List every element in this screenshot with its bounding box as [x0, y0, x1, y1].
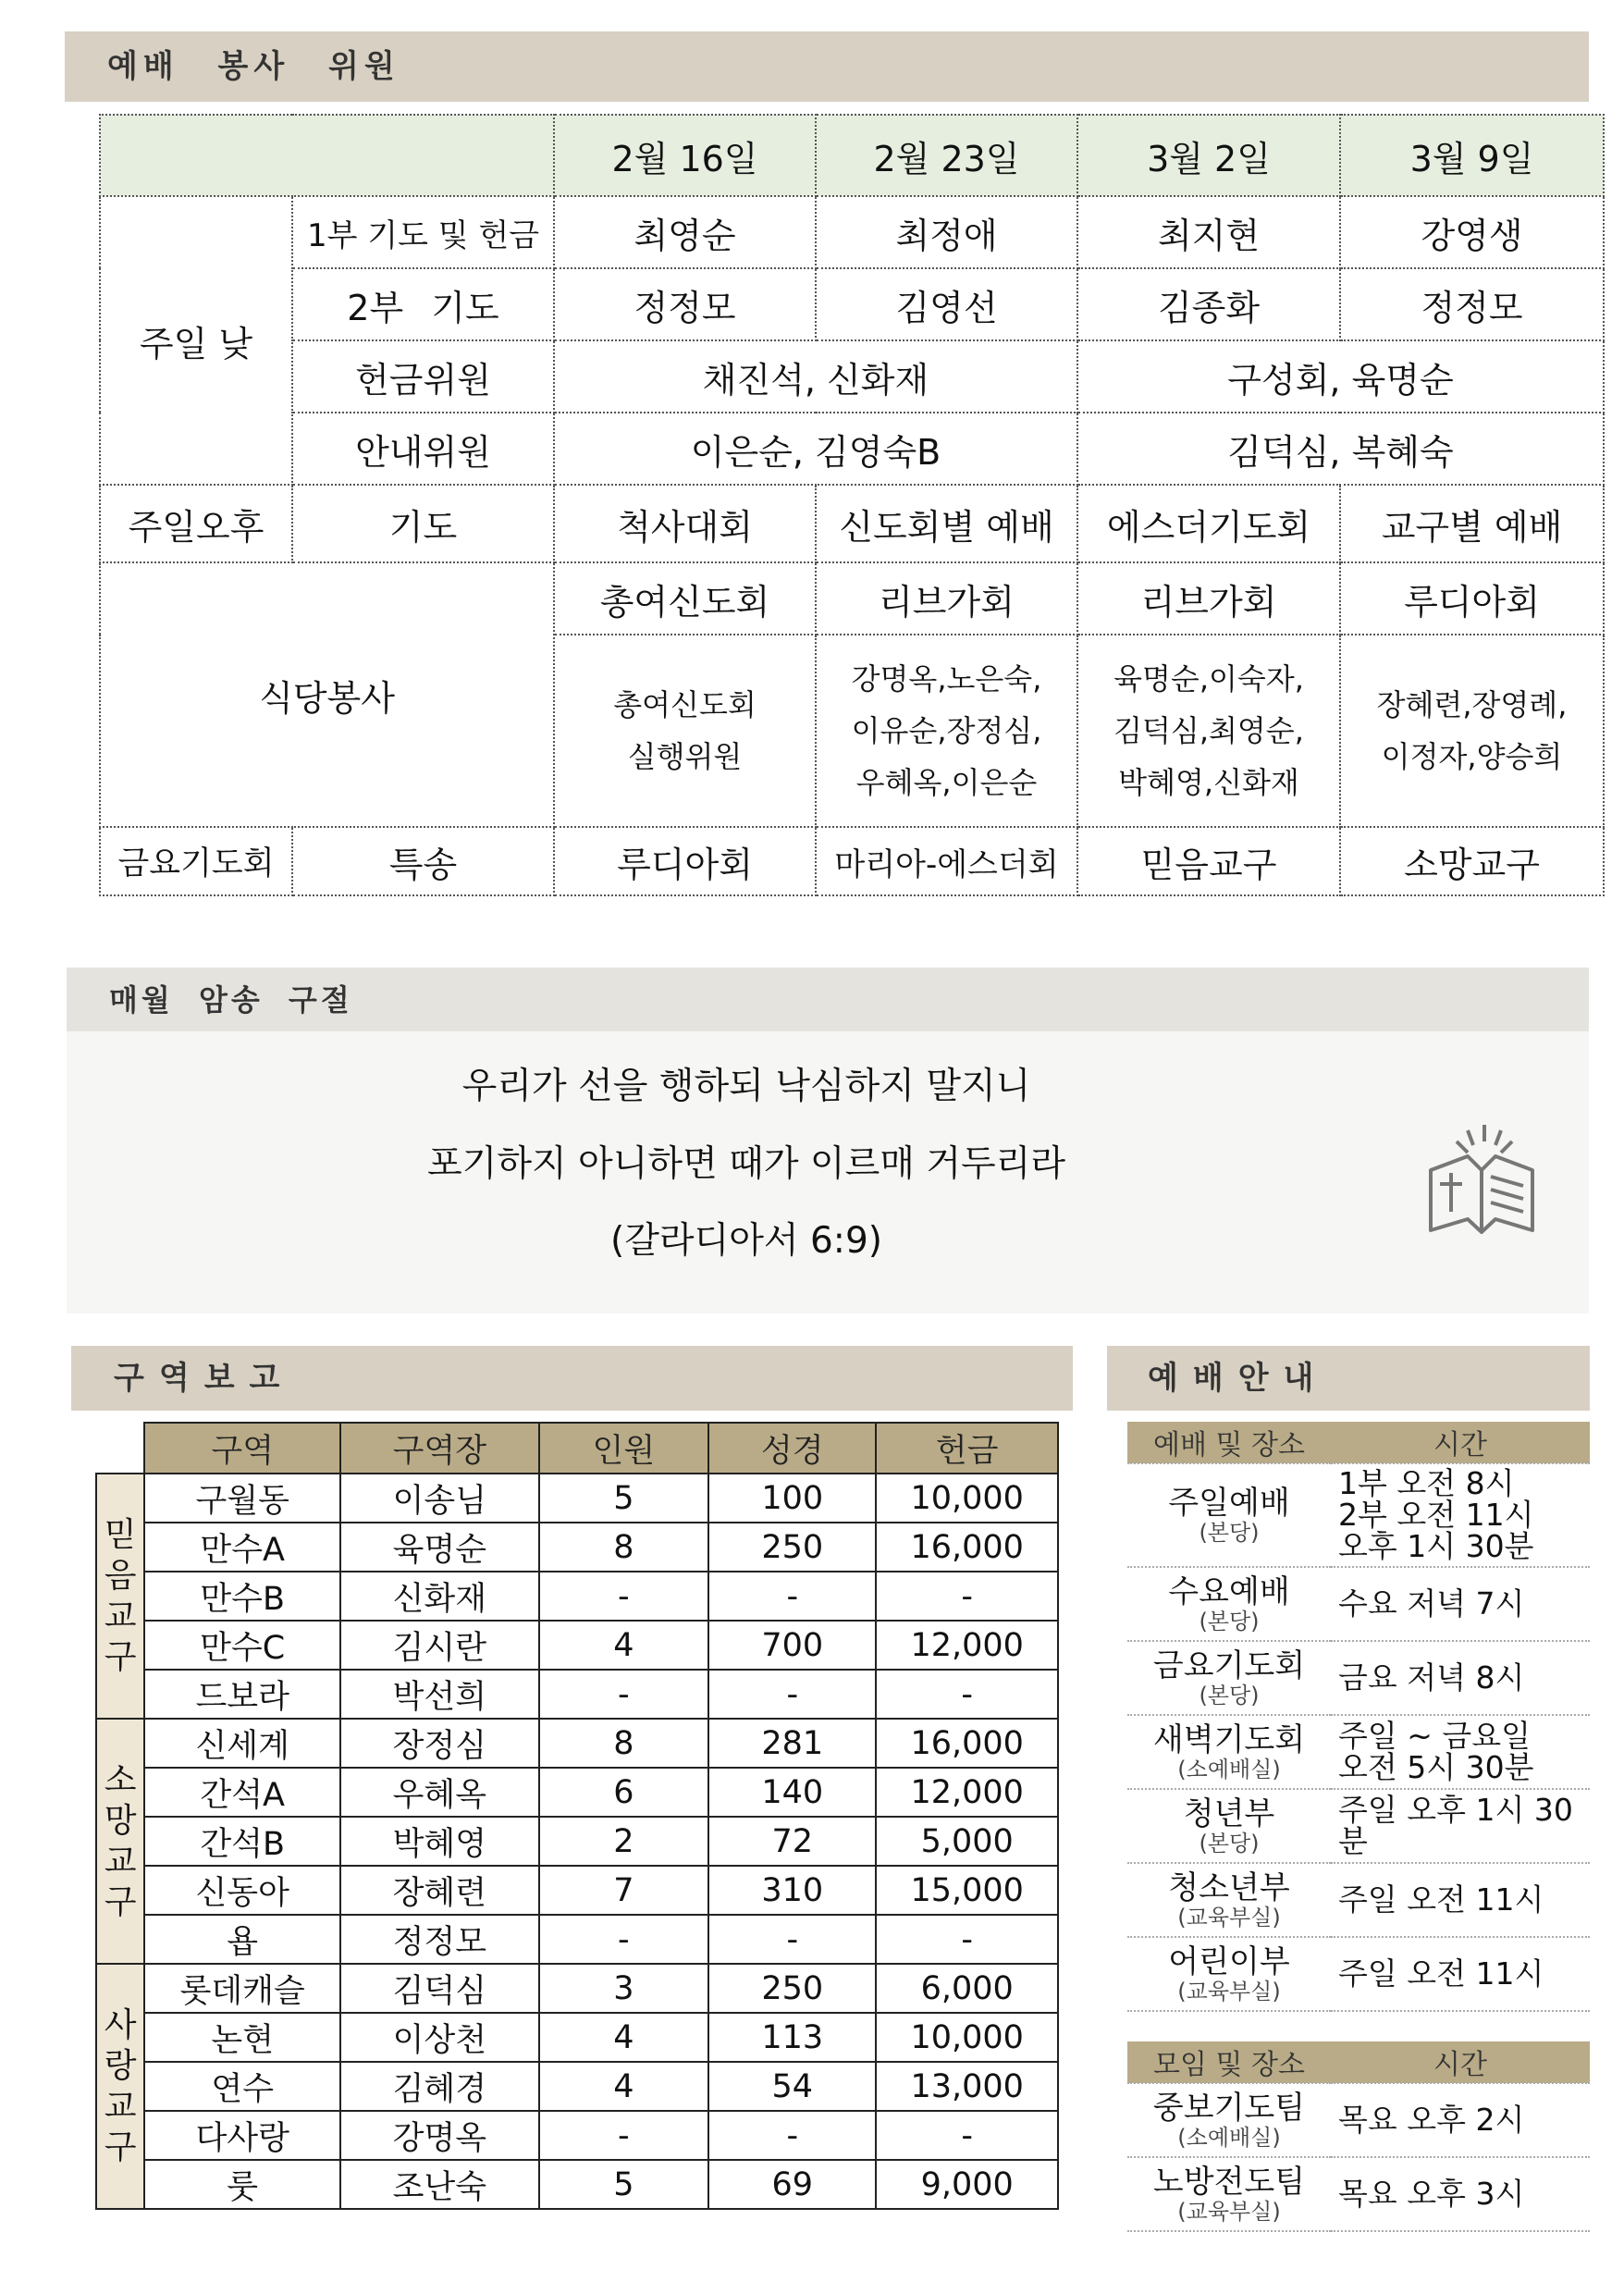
service-place: (교육부실): [1177, 2199, 1281, 2225]
service-section-header: [1107, 1346, 1590, 1411]
district-header: 성경: [708, 1423, 876, 1474]
district-group-label: [96, 1964, 144, 2209]
district-cell: 만수C: [144, 1621, 340, 1670]
member-line: 박혜영,신화재: [1118, 765, 1299, 800]
district-row: [96, 1670, 1058, 1719]
district-cell: 구월동: [144, 1474, 340, 1523]
district-cell: 4: [539, 1621, 708, 1670]
service-row: [1127, 1567, 1590, 1641]
prayer1-cell: 최정애: [816, 196, 1077, 268]
prayer2-row: [100, 268, 1604, 340]
friday-cell: 소망교구: [1340, 827, 1604, 895]
service-place-cell: [1127, 1567, 1331, 1641]
service-place-cell: [1127, 2083, 1331, 2157]
district-cell: 논현: [144, 2013, 340, 2062]
cafeteria-label: 식당봉사: [100, 562, 554, 827]
date-cell: 3월 2일: [1077, 115, 1340, 196]
district-cell: 만수B: [144, 1572, 340, 1621]
service-name: 새벽기도회: [1152, 1721, 1306, 1758]
district-cell: 4: [539, 2062, 708, 2111]
district-group-label: [96, 1719, 144, 1964]
district-row: [96, 1768, 1058, 1817]
prayer2-label: 2부 기도: [292, 268, 554, 340]
header-spacer: [96, 1423, 144, 1474]
service-table: [1127, 1422, 1590, 2012]
member-line: 실행위원: [627, 739, 743, 774]
service-time-cell: [1331, 1463, 1590, 1567]
verse-line-1: 우리가 선을 행하되 낙심하지 말지니: [461, 1066, 1031, 1107]
service-time-line: 주일 오후 1시 30분: [1338, 1792, 1573, 1859]
offering-label: 헌금위원: [292, 340, 554, 413]
district-group-name: 믿음교구: [104, 1515, 137, 1676]
district-cell: 김덕심: [340, 1964, 539, 2013]
service-info: [1127, 1422, 1590, 2232]
cafeteria-members-cell: [554, 635, 816, 827]
member-line: 이유순,장정심,: [851, 713, 1042, 748]
district-cell: 250: [708, 1964, 876, 2013]
worship-section-header: [65, 31, 1589, 102]
verse-box: [67, 1031, 1589, 1314]
district-row: [96, 2160, 1058, 2209]
friday-cell: 마리아-에스더회: [816, 827, 1077, 895]
district-cell: 우혜옥: [340, 1768, 539, 1817]
service-time-cell: [1331, 1641, 1590, 1715]
service-name: 수요예배: [1168, 1573, 1290, 1610]
service-time-line: 2부 오전 11시: [1338, 1497, 1534, 1533]
service-name: 주일예배: [1168, 1485, 1290, 1522]
service-row: [1127, 1463, 1590, 1567]
district-cell: 113: [708, 2013, 876, 2062]
district-cell: 69: [708, 2160, 876, 2209]
district-section-header: [71, 1346, 1073, 1411]
district-row: [96, 1915, 1058, 1964]
district-row: [96, 1572, 1058, 1621]
district-group-label: [96, 1474, 144, 1719]
service-place-cell: [1127, 2157, 1331, 2231]
district-group-name: 사랑교구: [104, 2005, 137, 2166]
afternoon-cell: 신도회별 예배: [816, 485, 1077, 562]
district-cell: 12,000: [876, 1621, 1058, 1670]
afternoon-cell: 교구별 예배: [1340, 485, 1604, 562]
service-time-line: 주일 ~ 금요일: [1338, 1718, 1532, 1754]
meeting-table: [1127, 2041, 1590, 2232]
afternoon-cell: 척사대회: [554, 485, 816, 562]
service-time-line: 주일 오전 11시: [1338, 1955, 1544, 1992]
district-cell: -: [876, 2111, 1058, 2160]
district-header: 헌금: [876, 1423, 1058, 1474]
service-name: 금요기도회: [1152, 1647, 1306, 1684]
district-cell: 72: [708, 1817, 876, 1866]
district-cell: 5: [539, 1474, 708, 1523]
service-place-cell: [1127, 1863, 1331, 1937]
member-line: 총여신도회: [613, 687, 757, 722]
offering-cell: 구성회, 육명순: [1077, 340, 1604, 413]
verse-section-header: [67, 968, 1589, 1032]
district-row: [96, 2013, 1058, 2062]
cafeteria-group-cell: 리브가회: [1077, 562, 1340, 635]
district-row: [96, 2111, 1058, 2160]
service-header-row: [1127, 1422, 1590, 1463]
meeting-body: [1127, 2083, 1590, 2231]
district-cell: 이상천: [340, 2013, 539, 2062]
district-cell: 54: [708, 2062, 876, 2111]
meeting-header-place: 모임 및 장소: [1127, 2041, 1331, 2083]
cafeteria-members-cell: [1340, 635, 1604, 827]
usher-cell: 이은순, 김영숙B: [554, 413, 1077, 485]
service-name: 노방전도팀: [1152, 2164, 1306, 2201]
district-cell: 신동아: [144, 1866, 340, 1915]
member-line: 이정자,양승희: [1381, 739, 1563, 774]
service-place: (교육부실): [1177, 1905, 1281, 1930]
prayer1-label: 1부 기도 및 헌금: [292, 196, 554, 268]
corner-cell: [100, 115, 554, 196]
district-cell: 8: [539, 1719, 708, 1768]
district-row: [96, 1719, 1058, 1768]
service-place-cell: [1127, 1641, 1331, 1715]
district-cell: 9,000: [876, 2160, 1058, 2209]
service-time-line: 오전 5시 30분: [1338, 1749, 1534, 1785]
district-cell: 16,000: [876, 1523, 1058, 1572]
district-cell: 700: [708, 1621, 876, 1670]
district-cell: 2: [539, 1817, 708, 1866]
service-time-cell: [1331, 1567, 1590, 1641]
district-cell: 정정모: [340, 1915, 539, 1964]
cafeteria-members-cell: [1077, 635, 1340, 827]
service-row: [1127, 1937, 1590, 2011]
service-time-line: 수요 저녁 7시: [1338, 1585, 1525, 1622]
worship-section-title: 예배 봉사 위원: [107, 48, 400, 85]
usher-label: 안내위원: [292, 413, 554, 485]
service-row: [1127, 1641, 1590, 1715]
service-header-time: 시간: [1331, 1422, 1590, 1463]
meeting-row: [1127, 2157, 1590, 2231]
district-cell: 310: [708, 1866, 876, 1915]
service-time-line: 오후 1시 30분: [1338, 1528, 1534, 1564]
cafeteria-group-cell: 총여신도회: [554, 562, 816, 635]
district-group-name: 소망교구: [104, 1760, 137, 1921]
usher-row: [100, 413, 1604, 485]
district-cell: 욥: [144, 1915, 340, 1964]
service-row: [1127, 1863, 1590, 1937]
afternoon-label: 주일오후: [100, 485, 292, 562]
service-place: (교육부실): [1177, 1979, 1281, 2004]
service-time-cell: [1331, 1863, 1590, 1937]
district-row: [96, 1621, 1058, 1670]
offering-row: [100, 340, 1604, 413]
district-cell: -: [876, 1915, 1058, 1964]
date-cell: 2월 16일: [554, 115, 816, 196]
service-place-cell: [1127, 1463, 1331, 1567]
service-time-cell: [1331, 1789, 1590, 1863]
district-cell: 박선희: [340, 1670, 539, 1719]
service-body: [1127, 1463, 1590, 2011]
district-cell: 다사랑: [144, 2111, 340, 2160]
district-cell: 신세계: [144, 1719, 340, 1768]
friday-cell: 믿음교구: [1077, 827, 1340, 895]
prayer2-cell: 정정모: [1340, 268, 1604, 340]
service-time-cell: [1331, 1937, 1590, 2011]
service-section-title: 예배안내: [1148, 1360, 1329, 1397]
district-cell: -: [708, 2111, 876, 2160]
district-cell: -: [539, 1572, 708, 1621]
meeting-header-row: [1127, 2041, 1590, 2083]
verse-section-title: 매월 암송 구절: [109, 982, 353, 1018]
service-time-line: 주일 오전 11시: [1338, 1881, 1544, 1918]
district-cell: 간석A: [144, 1768, 340, 1817]
district-row: [96, 1523, 1058, 1572]
member-line: 우혜옥,이은순: [855, 765, 1038, 800]
verse-line-2: 포기하지 아니하면 때가 이르매 거두리라: [426, 1143, 1066, 1185]
member-line: 장혜련,장영례,: [1376, 687, 1568, 722]
district-cell: 만수A: [144, 1523, 340, 1572]
district-cell: 강명옥: [340, 2111, 539, 2160]
service-name: 어린이부: [1168, 1943, 1290, 1980]
afternoon-cell: 에스더기도회: [1077, 485, 1340, 562]
district-cell: -: [539, 1670, 708, 1719]
service-time-cell: [1331, 1715, 1590, 1789]
district-cell: -: [876, 1572, 1058, 1621]
service-place: (본당): [1199, 1520, 1260, 1546]
service-place-cell: [1127, 1789, 1331, 1863]
district-cell: 김시란: [340, 1621, 539, 1670]
district-cell: 장정심: [340, 1719, 539, 1768]
district-cell: 8: [539, 1523, 708, 1572]
service-place: (본당): [1199, 1609, 1260, 1634]
district-cell: 드보라: [144, 1670, 340, 1719]
friday-label: 금요기도회: [100, 827, 292, 895]
meeting-row: [1127, 2083, 1590, 2157]
district-cell: 281: [708, 1719, 876, 1768]
cafeteria-group-row: [100, 562, 1604, 635]
service-row: [1127, 1789, 1590, 1863]
district-row: [96, 1866, 1058, 1915]
district-cell: 10,000: [876, 2013, 1058, 2062]
district-row: [96, 2062, 1058, 2111]
district-section-title: 구역보고: [114, 1360, 295, 1397]
district-cell: 4: [539, 2013, 708, 2062]
district-cell: 김혜경: [340, 2062, 539, 2111]
district-cell: 5: [539, 2160, 708, 2209]
district-cell: 장혜련: [340, 1866, 539, 1915]
date-cell: 3월 9일: [1340, 115, 1604, 196]
service-name: 중보기도팀: [1152, 2090, 1306, 2127]
bible-icon: [1412, 1119, 1551, 1249]
service-place: (소예배실): [1177, 2125, 1281, 2151]
member-line: 김덕심,최영순,: [1113, 713, 1304, 748]
service-name: 청소년부: [1168, 1869, 1290, 1906]
district-cell: 10,000: [876, 1474, 1058, 1523]
district-cell: -: [539, 2111, 708, 2160]
district-row: [96, 1964, 1058, 2013]
district-cell: 신화재: [340, 1572, 539, 1621]
prayer1-cell: 강영생: [1340, 196, 1604, 268]
district-cell: 조난숙: [340, 2160, 539, 2209]
service-time-line: 목요 오후 3시: [1338, 2176, 1525, 2212]
cafeteria-members-cell: [816, 635, 1077, 827]
district-cell: 12,000: [876, 1768, 1058, 1817]
service-time-cell: [1331, 2157, 1590, 2231]
member-line: 강명옥,노은숙,: [851, 661, 1042, 697]
prayer2-cell: 김종화: [1077, 268, 1340, 340]
service-row: [1127, 1715, 1590, 1789]
prayer1-cell: 최영순: [554, 196, 816, 268]
service-place: (소예배실): [1177, 1757, 1281, 1782]
district-header: 구역장: [340, 1423, 539, 1474]
district-cell: -: [539, 1915, 708, 1964]
worship-schedule-table: [99, 114, 1605, 896]
prayer1-row: [100, 196, 1604, 268]
district-cell: 100: [708, 1474, 876, 1523]
afternoon-prayer-label: 기도: [292, 485, 554, 562]
district-cell: 육명순: [340, 1523, 539, 1572]
service-time-line: 1부 오전 8시: [1338, 1465, 1515, 1501]
district-cell: 3: [539, 1964, 708, 2013]
district-cell: 박혜영: [340, 1817, 539, 1866]
service-time-cell: [1331, 2083, 1590, 2157]
service-name: 청년부: [1183, 1795, 1275, 1832]
special-song-label: 특송: [292, 827, 554, 895]
district-cell: 13,000: [876, 2062, 1058, 2111]
district-cell: 룻: [144, 2160, 340, 2209]
district-header: 인원: [539, 1423, 708, 1474]
district-cell: 140: [708, 1768, 876, 1817]
district-cell: 이송님: [340, 1474, 539, 1523]
service-header-place: 예배 및 장소: [1127, 1422, 1331, 1463]
district-row: [96, 1474, 1058, 1523]
district-cell: 7: [539, 1866, 708, 1915]
district-body: [96, 1474, 1058, 2209]
friday-cell: 루디아회: [554, 827, 816, 895]
prayer2-cell: 김영선: [816, 268, 1077, 340]
district-cell: 롯데캐슬: [144, 1964, 340, 2013]
district-cell: -: [708, 1572, 876, 1621]
district-header: 구역: [144, 1423, 340, 1474]
district-report-table: [95, 1422, 1059, 2210]
date-cell: 2월 23일: [816, 115, 1077, 196]
member-line: 육명순,이숙자,: [1113, 661, 1304, 697]
district-cell: -: [876, 1670, 1058, 1719]
offering-cell: 채진석, 신화재: [554, 340, 1077, 413]
district-cell: 간석B: [144, 1817, 340, 1866]
service-place-cell: [1127, 1715, 1331, 1789]
district-cell: 5,000: [876, 1817, 1058, 1866]
district-cell: 6: [539, 1768, 708, 1817]
service-time-line: 금요 저녁 8시: [1338, 1659, 1525, 1696]
district-cell: 6,000: [876, 1964, 1058, 2013]
cafeteria-group-cell: 리브가회: [816, 562, 1077, 635]
verse-reference: (갈라디아서 6:9): [610, 1220, 882, 1262]
prayer1-cell: 최지현: [1077, 196, 1340, 268]
meeting-header-time: 시간: [1331, 2041, 1590, 2083]
afternoon-row: [100, 485, 1604, 562]
district-cell: 250: [708, 1523, 876, 1572]
district-cell: 연수: [144, 2062, 340, 2111]
prayer2-cell: 정정모: [554, 268, 816, 340]
district-header-row: [96, 1423, 1058, 1474]
service-time-line: 목요 오후 2시: [1338, 2102, 1525, 2138]
service-place: (본당): [1199, 1683, 1260, 1708]
friday-row: [100, 827, 1604, 895]
district-cell: -: [708, 1670, 876, 1719]
district-cell: 16,000: [876, 1719, 1058, 1768]
sunday-day-label: 주일 낮: [100, 196, 292, 485]
cafeteria-group-cell: 루디아회: [1340, 562, 1604, 635]
district-cell: 15,000: [876, 1866, 1058, 1915]
service-place: (본당): [1199, 1831, 1260, 1856]
usher-cell: 김덕심, 복혜숙: [1077, 413, 1604, 485]
district-row: [96, 1817, 1058, 1866]
service-place-cell: [1127, 1937, 1331, 2011]
date-header-row: [100, 115, 1604, 196]
district-cell: -: [708, 1915, 876, 1964]
